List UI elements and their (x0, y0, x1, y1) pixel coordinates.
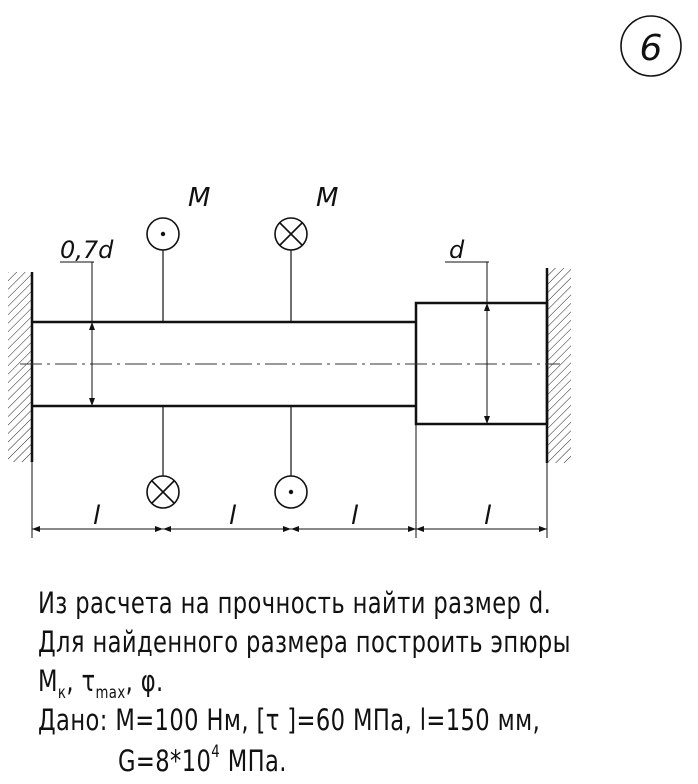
shear-modulus-base: G=8*10 (118, 744, 212, 778)
task-line-2: Для найденного размера построить эпюры (38, 625, 571, 659)
span-label-2: l (229, 501, 237, 531)
variant-number: 6 (639, 28, 663, 69)
span-label-1: l (93, 501, 101, 531)
diameter-large-label: d (449, 236, 465, 264)
separator-1: , (66, 664, 82, 698)
torque-symbol: M (38, 664, 58, 698)
dimension-large-diameter (445, 236, 490, 424)
right-fixed-support (547, 268, 571, 463)
task-line-1: Из расчета на прочность найти размер d. (38, 586, 552, 620)
tau-subscript: max (95, 683, 126, 703)
moment-label-left: M (188, 183, 211, 213)
task-line-4: Дано: M=100 Нм, [τ ]=60 МПа, l=150 мм, (38, 703, 541, 737)
span-label-4: l (484, 501, 492, 531)
task-line-3 (38, 664, 164, 703)
phi-text: , φ. (125, 664, 164, 698)
left-fixed-support (8, 272, 32, 462)
length-dimensions (32, 424, 547, 538)
shear-modulus-unit: МПа. (220, 744, 287, 778)
variant-badge (621, 16, 681, 76)
diameter-small-label: 0,7d (60, 236, 114, 264)
torque-2 (275, 183, 338, 508)
torque-subscript: к (57, 683, 67, 703)
moment-label-right: M (316, 183, 339, 213)
task-line-5 (118, 742, 287, 778)
span-label-3: l (351, 501, 359, 531)
torque-1 (147, 183, 210, 508)
tau-symbol: τ (81, 664, 96, 698)
shear-modulus-exponent: 4 (211, 742, 221, 762)
